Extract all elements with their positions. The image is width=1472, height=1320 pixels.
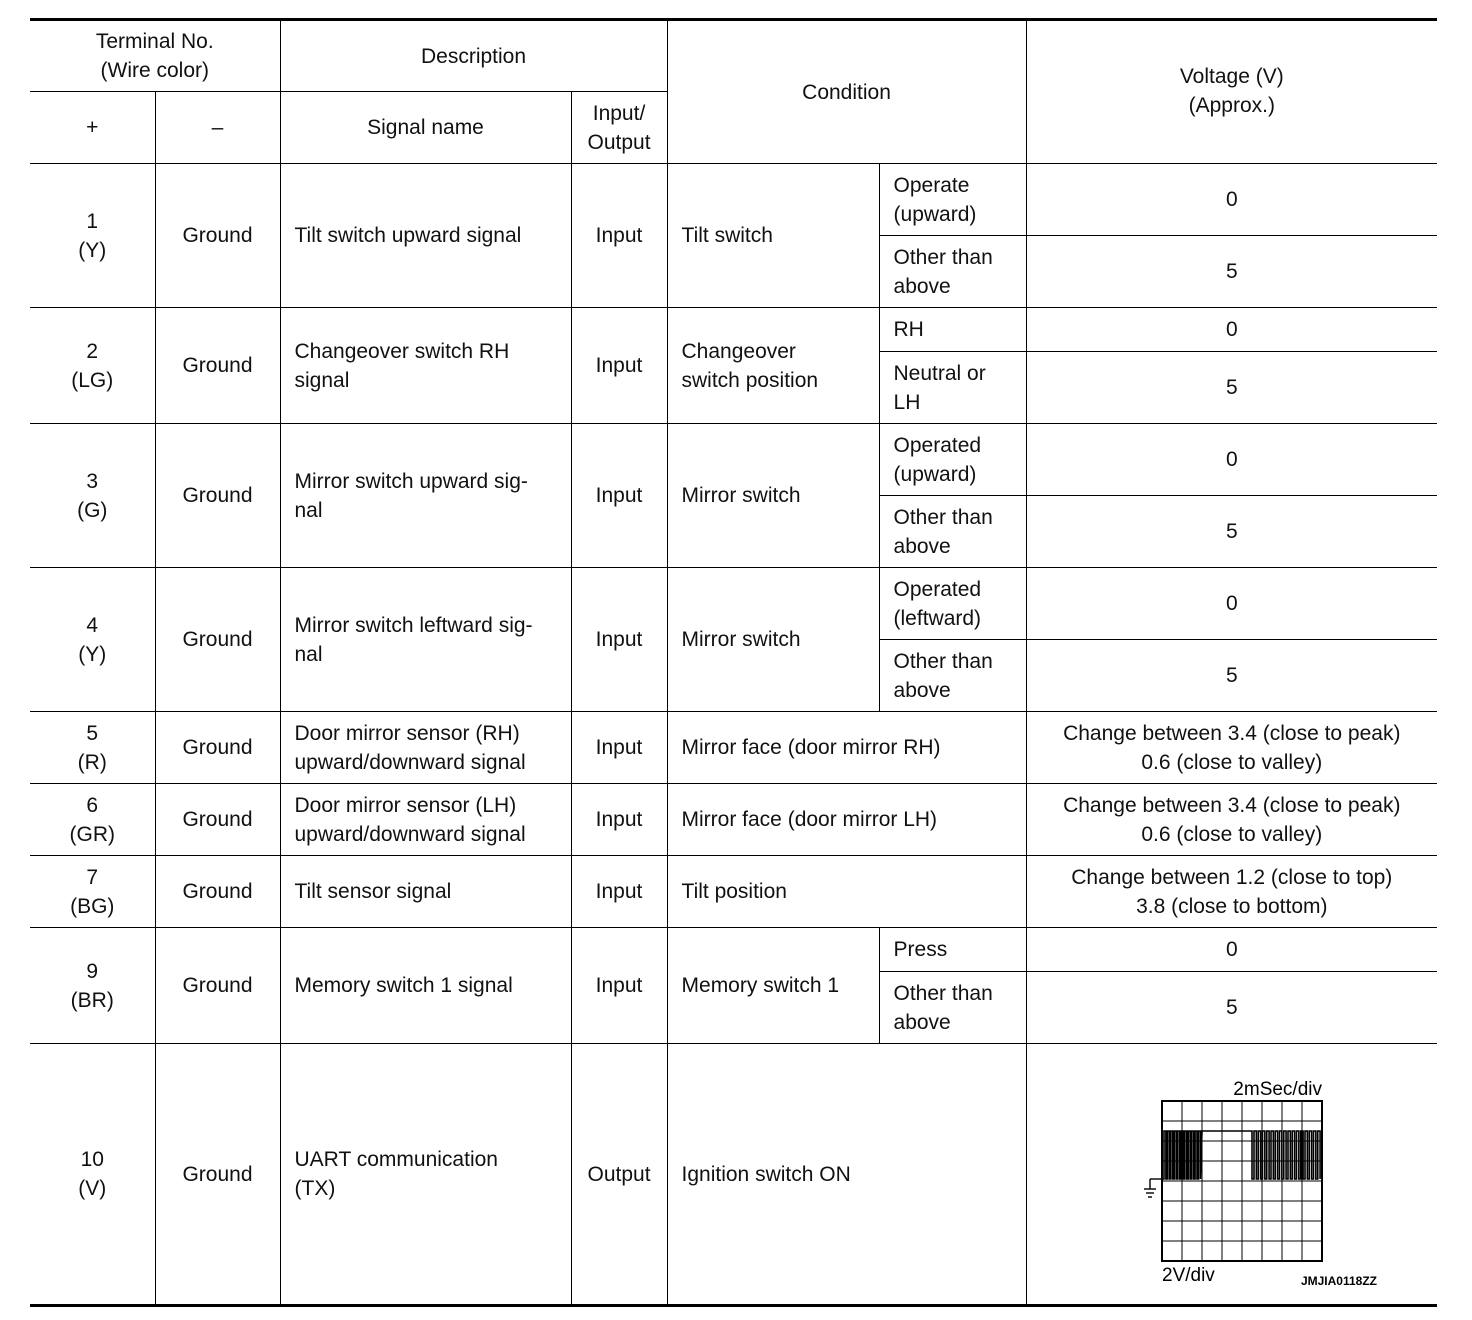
condition-state-cell: Other than above — [879, 640, 1026, 712]
header-signal-name: Signal name — [280, 92, 571, 164]
uart-waveform-trace — [1162, 1131, 1320, 1179]
input-output-cell: Input — [571, 164, 667, 308]
ground-cell: Ground — [155, 164, 280, 308]
waveform-cell — [1026, 1044, 1437, 1306]
header-description: Description — [280, 20, 667, 92]
voltage-cell: 0 — [1026, 928, 1437, 972]
voltage-cell: 0 — [1026, 308, 1437, 352]
condition-state-cell: Operated (leftward) — [879, 568, 1026, 640]
table-row — [30, 164, 1437, 236]
input-output-cell: Input — [571, 308, 667, 424]
terminal-cell: 10 (V) — [30, 1044, 155, 1306]
terminal-cell: 6 (GR) — [30, 784, 155, 856]
input-output-cell: Input — [571, 568, 667, 712]
header-input-output-text: Input/ Output — [587, 101, 651, 154]
input-output-cell: Input — [571, 928, 667, 1044]
terminal-cell: 4 (Y) — [30, 568, 155, 712]
signal-name-cell: Tilt sensor signal — [280, 856, 571, 928]
voltage-cell: 5 — [1026, 236, 1437, 308]
condition-state-cell: Neutral or LH — [879, 352, 1026, 424]
time-div-label: 2mSec/div — [1233, 1079, 1322, 1100]
voltage-cell: 5 — [1026, 352, 1437, 424]
voltage-cell: 5 — [1026, 496, 1437, 568]
voltage-cell: 5 — [1026, 640, 1437, 712]
header-voltage — [1026, 20, 1437, 164]
voltage-cell: Change between 3.4 (close to peak) 0.6 (close to valley) — [1026, 712, 1437, 784]
input-output-cell: Input — [571, 856, 667, 928]
header-input-output — [571, 92, 667, 164]
condition-cell: Memory switch 1 — [667, 928, 879, 1044]
terminal-cell: 5 (R) — [30, 712, 155, 784]
signal-name-cell: Mirror switch leftward sig- nal — [280, 568, 571, 712]
condition-cell: Tilt position — [667, 856, 1026, 928]
terminal-cell: 2 (LG) — [30, 308, 155, 424]
condition-cell: Mirror switch — [667, 568, 879, 712]
header-terminal-text: Terminal No. (Wire color) — [95, 30, 214, 82]
terminal-spec-table — [30, 18, 1437, 1307]
table-row — [30, 856, 1437, 928]
input-output-cell: Input — [571, 424, 667, 568]
signal-name-cell: Changeover switch RH signal — [280, 308, 571, 424]
terminal-cell: 7 (BG) — [30, 856, 155, 928]
condition-state-cell: Other than above — [879, 496, 1026, 568]
ground-cell: Ground — [155, 784, 280, 856]
volt-div-label: 2V/div — [1161, 1265, 1215, 1286]
header-minus: – — [155, 92, 280, 164]
condition-cell: Changeover switch position — [667, 308, 879, 424]
figure-code-label: JMJIA0118ZZ — [1300, 1274, 1377, 1288]
condition-cell: Mirror face (door mirror RH) — [667, 712, 1026, 784]
signal-name-cell: Tilt switch upward signal — [280, 164, 571, 308]
signal-name-cell: Mirror switch upward sig- nal — [280, 424, 571, 568]
signal-name-cell: Door mirror sensor (RH) upward/downward signal — [280, 712, 571, 784]
uart-waveform-figure — [1067, 1050, 1397, 1290]
condition-state-cell: Press — [879, 928, 1026, 972]
condition-cell: Ignition switch ON — [667, 1044, 1026, 1306]
header-plus: + — [30, 92, 155, 164]
input-output-cell: Input — [571, 784, 667, 856]
table-row — [30, 928, 1437, 972]
signal-name-cell: Memory switch 1 signal — [280, 928, 571, 1044]
voltage-cell: Change between 1.2 (close to top) 3.8 (close to bottom) — [1026, 856, 1437, 928]
ground-cell: Ground — [155, 568, 280, 712]
voltage-cell: Change between 3.4 (close to peak) 0.6 (close to valley) — [1026, 784, 1437, 856]
condition-state-cell: Operate (upward) — [879, 164, 1026, 236]
header-condition: Condition — [667, 20, 1026, 164]
ground-cell: Ground — [155, 1044, 280, 1306]
voltage-cell: 0 — [1026, 164, 1437, 236]
voltage-cell: 5 — [1026, 972, 1437, 1044]
terminal-cell: 1 (Y) — [30, 164, 155, 308]
ground-cell: Ground — [155, 308, 280, 424]
header-terminal — [30, 20, 280, 92]
signal-name-cell: UART communication (TX) — [280, 1044, 571, 1306]
table-row — [30, 784, 1437, 856]
voltage-cell: 0 — [1026, 424, 1437, 496]
table-row — [30, 308, 1437, 352]
condition-state-cell: RH — [879, 308, 1026, 352]
ground-cell: Ground — [155, 856, 280, 928]
condition-state-cell: Operated (upward) — [879, 424, 1026, 496]
condition-cell: Tilt switch — [667, 164, 879, 308]
condition-cell: Mirror face (door mirror LH) — [667, 784, 1026, 856]
ground-cell: Ground — [155, 712, 280, 784]
table-row — [30, 568, 1437, 640]
condition-cell: Mirror switch — [667, 424, 879, 568]
terminal-cell: 3 (G) — [30, 424, 155, 568]
input-output-cell: Input — [571, 712, 667, 784]
condition-state-cell: Other than above — [879, 972, 1026, 1044]
voltage-cell: 0 — [1026, 568, 1437, 640]
signal-name-cell: Door mirror sensor (LH) upward/downward signal — [280, 784, 571, 856]
table-row — [30, 1044, 1437, 1306]
terminal-cell: 9 (BR) — [30, 928, 155, 1044]
input-output-cell: Output — [571, 1044, 667, 1306]
table-row — [30, 712, 1437, 784]
header-voltage-text: Voltage (V) (Approx.) — [1179, 65, 1284, 117]
table-row — [30, 424, 1437, 496]
condition-state-cell: Other than above — [879, 236, 1026, 308]
ground-cell: Ground — [155, 424, 280, 568]
ground-cell: Ground — [155, 928, 280, 1044]
